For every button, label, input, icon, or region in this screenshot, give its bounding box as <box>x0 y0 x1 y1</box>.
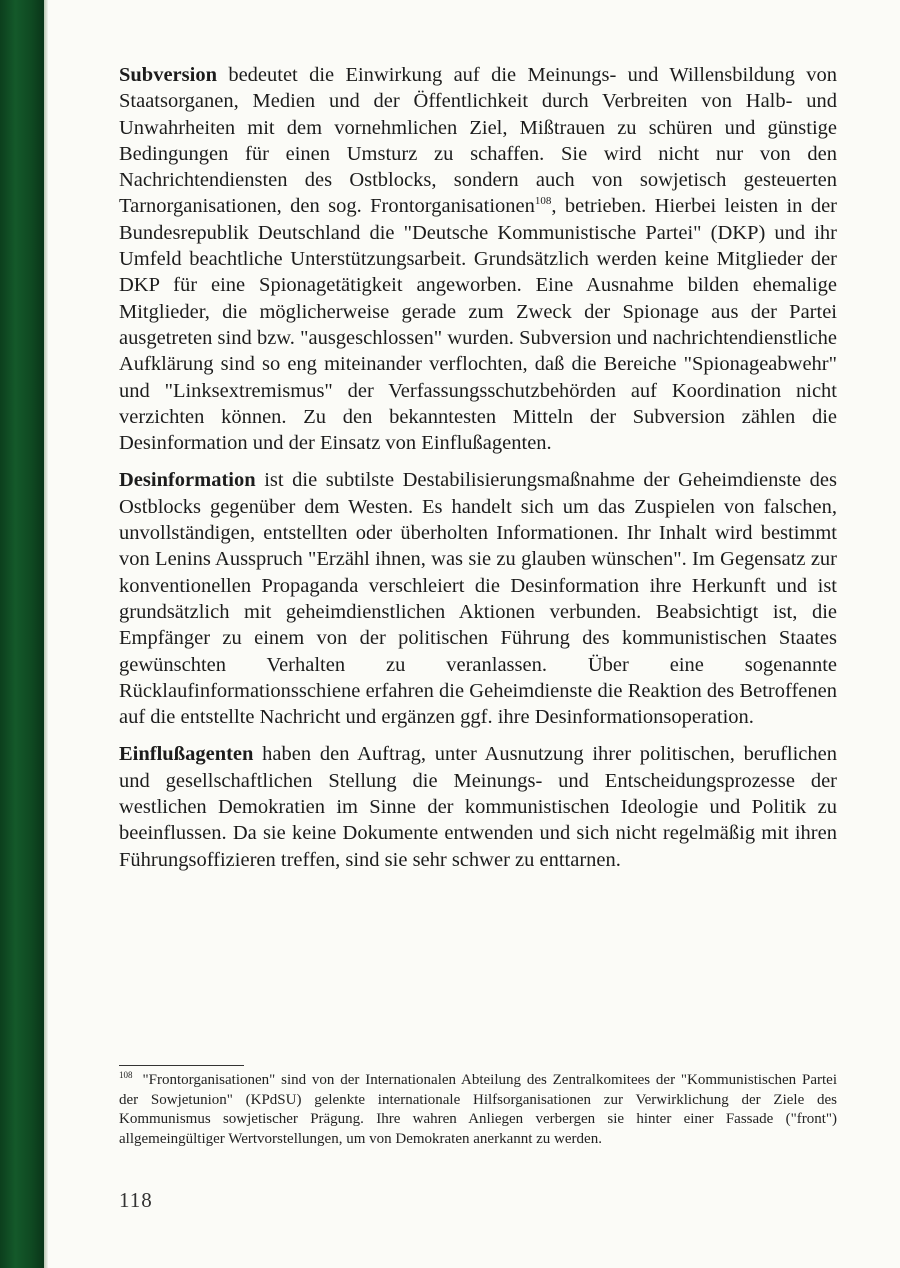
paragraph-text-continued: , betrieben. Hierbei leisten in der Bundesrepublik Deutschland die "Deutsche Kommunistische Partei" (DKP) und ihr Umfeld beachtliche Unterstützungsarbeit. Grundsätzlich werden keine Mitglieder der DKP für eine Spionagetätigkeit angeworben. Eine Ausnahme bilden ehemalige Mitglieder, die möglicherweise gerade zum Zweck der Spionage aus der Partei ausgetreten sind bzw. "ausgeschlossen" wurden. Subversion und nachrichtendienstliche Aufklärung sind so eng miteinander verflochten, daß die Bereiche "Spionageabwehr" und "Linksextremismus" der Verfassungsschutzbehörden auf Koordination nicht verzichten können. Zu den bekanntesten Mitteln der Subversion zählen die Desinformation und der Einsatz von Einflußagenten. <box>119 195 837 455</box>
term-einflussagenten: Einflußagenten <box>119 743 254 766</box>
page-gutter-edge <box>44 0 48 1268</box>
term-subversion: Subversion <box>119 64 217 86</box>
paragraph-text: bedeutet die Einwirkung auf die Meinungs- und Willensbildung von Staatsorganen, Medien und der Öffentlichkeit durch Verbreiten von Halb- und Unwahrheiten mit dem vornehmlichen Ziel, Mißtrauen zu schüren und günstige Bedingungen für einen Umsturz zu schaffen. Sie wird nicht nur von den Nachrichtendiensten des Ostblocks, sondern auch von sowjetisch gesteuerten Tarnorganisationen, den sog. Frontorganisationen <box>119 64 837 218</box>
paragraph-text: ist die subtilste Destabilisierungsmaßnahme der Geheimdienste des Ostblocks gegenüber dem Westen. Es handelt sich um das Zuspielen von falschen, unvollständigen, entstellten oder überholten Informationen. Ihr Inhalt wird bestimmt von Lenins Ausspruch "Erzähl ihnen, was sie zu glauben wünschen". Im Gegensatz zur konventionellen Propaganda verschleiert die Desinformation ihre Herkunft und ist grundsätzlich mit geheimdienstlichen Aktionen verbunden. Beabsichtigt ist, die Empfänger zu einem von der politischen Führung des kommunistischen Staates gewünschten Verhalten zu veranlassen. Über eine sogenannte Rücklaufinformationsschiene erfahren die Geheimdienste die Reaktion des Betroffenen auf die entstellte Nachricht und ergänzen ggf. ihre Desinformationsoperation. <box>119 469 837 729</box>
footnote-reference[interactable]: 108 <box>534 195 552 208</box>
page-number: 118 <box>119 1188 153 1212</box>
term-desinformation: Desinformation <box>119 469 256 492</box>
book-spine-binding <box>0 0 44 1268</box>
footnote-text: "Frontorganisationen" sind von der Internationalen Abteilung des Zentralkomitees der "Kommunistischen Partei der Sowjetunion" (KPdSU) gelenkte internationale Hilfsorganisationen zur Verwirklichung der Ziele des Kommunismus sowjetischer Prägung. Ihre wahren Anliegen verbergen sie hinter einer Fassade ("front") allgemeingültiger Wertvorstellungen, um von Demokraten anerkannt zu werden. <box>119 1072 837 1147</box>
paragraph-einflussagenten <box>119 741 837 872</box>
footnote-separator <box>119 1065 244 1066</box>
paragraph-desinformation <box>119 467 837 730</box>
footnote <box>119 1071 837 1149</box>
footnote-number: 108 <box>119 1070 133 1080</box>
paragraph-subversion <box>119 62 837 456</box>
paragraph-text: haben den Auftrag, unter Ausnutzung ihrer politischen, beruflichen und gesellschaftlichen Stellung die Meinungs- und Entscheidungsprozesse der westlichen Demokratien im Sinne der kommunistischen Ideologie und Politik zu beeinflussen. Da sie keine Dokumente entwenden und sich nicht regelmäßig mit ihren Führungsoffizieren treffen, sind sie sehr schwer zu enttarnen. <box>119 743 837 871</box>
body-text <box>119 62 837 884</box>
